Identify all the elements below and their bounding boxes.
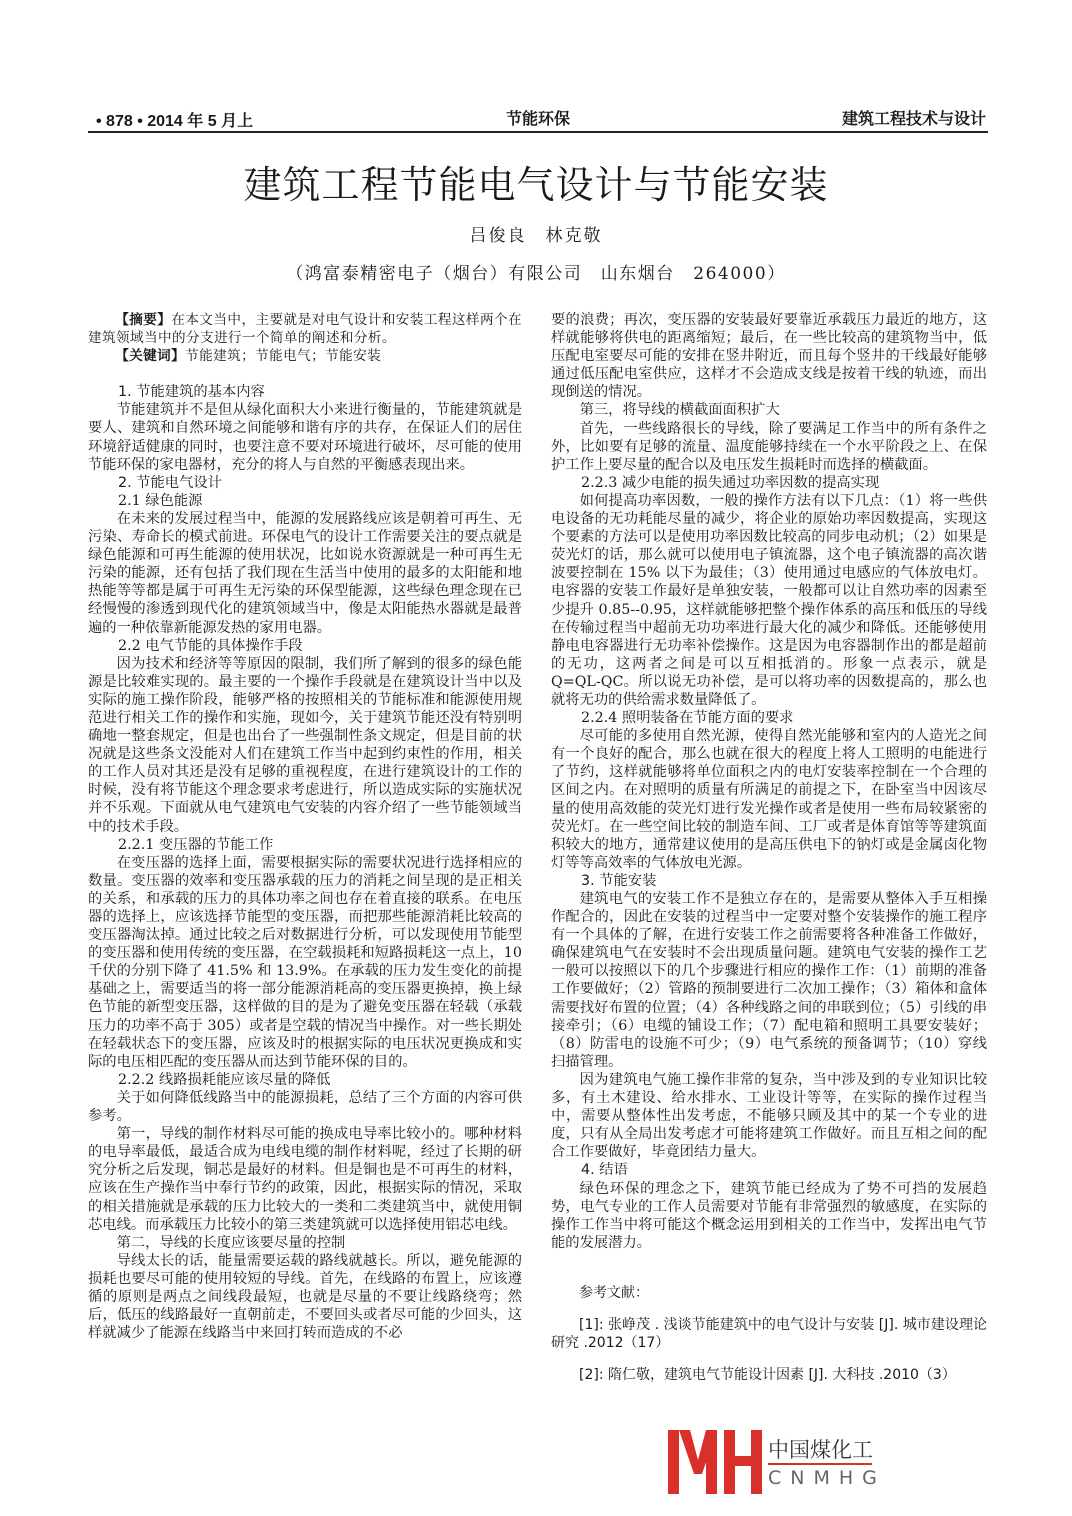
- reference-item: [2]: 隋仁敬，建筑电气节能设计因素 [J]. 大科技 .2010（3）: [579, 1367, 956, 1384]
- section-heading: 2. 节能电气设计: [118, 474, 222, 491]
- authors: 吕俊良 林克敬: [469, 226, 603, 246]
- watermark-rule: [768, 1463, 872, 1465]
- keywords-label: 【关键词】: [115, 348, 186, 365]
- spacer: [551, 1252, 987, 1270]
- paragraph: 首先，一些线路很长的导线，除了要满足工作当中的所有条件之外，比如要有足够的流量、温度能够持续在一个水平阶段之上、在保护工作上要尽量的配合以及电压发生损耗时而选择的横截面。: [551, 420, 987, 473]
- section-heading: 4. 结语: [581, 1162, 628, 1179]
- section-label: 节能环保: [505, 111, 570, 128]
- left-column: [88, 311, 522, 1342]
- paragraph: 关于如何降低线路当中的能源损耗，总结了三个方面的内容可供参考。: [88, 1089, 522, 1125]
- paragraph: 节能建筑并不是但从绿化面积大小来进行衡量的，节能建筑就是要人、建筑和自然环境之间能够和谐有序的共存，在保证人们的居住环境舒适健康的同时，也要注意不要对环境进行破坏，尽可能的使用节能环保的家电器材，充分的将人与自然的平衡感表现出来。: [88, 402, 522, 473]
- subsection-heading: 2.2.3 减少电能的损失通过功率因数的提高实现: [581, 474, 880, 491]
- paragraph: 第二，导线的长度应该要尽量的控制: [116, 1234, 346, 1251]
- page-number-date: • 878 • 2014 年 5 月上: [96, 113, 254, 130]
- paragraph-continued: 要的浪费；再次，变压器的安装最好要靠近承载压力最近的地方，这样就能够将供电的距离缩短；最后，在一些比较高的建筑物当中，低压配电室要尽可能的安排在竖井附近，而且每个竖井的干线最好能够通过低压配电室供应，这样才不会造成支线是按着干线的轨迹，而出现倒送的情况。: [551, 312, 987, 401]
- affiliation: （鸿富泰精密电子（烟台）有限公司 山东烟台 264000）: [286, 264, 786, 284]
- reference-item: [1]: 张峥茂 . 浅谈节能建筑中的电气设计与安装 [J]. 城市建设理论研究 .2012（17）: [551, 1316, 987, 1352]
- paragraph: 绿色环保的理念之下，建筑节能已经成为了势不可挡的发展趋势，电气专业的工作人员需要对节能有非常强烈的敏感度，在实际的操作工作当中将可能这个概念运用到相关的工作当中，发挥出电气节能的发展潜力。: [551, 1180, 987, 1251]
- running-header: [88, 106, 988, 132]
- paragraph: 导线太长的话，能量需要运载的路线就越长。所以，避免能源的损耗也要尽可能的使用较短的导线。首先，在线路的布置上，应该遵循的原则是两点之间线段最短，也就是尽量的不要让线路绕弯；然后，低压的线路最好一直朝前走，不要回头或者尽可能的少回头，这样就减少了能源在线路当中来回打转而造成的不必: [88, 1252, 522, 1342]
- paragraph: 因为建筑电气施工操作非常的复杂，当中涉及到的专业知识比较多，有土木建设、给水排水、工业设计等等，在实际的操作过程当中，需要从整体性出发考虑，不能够只顾及其中的某一个专业的进度，只有从全局出发考虑才可能将建筑工作做好。而且互相之间的配合工作要做好，毕竟团结力量大。: [551, 1071, 987, 1161]
- paragraph: 尽可能的多使用自然光源，使得自然光能够和室内的人造光之间有一个良好的配合，那么也就在很大的程度上将人工照明的电能进行了节约，这样就能够将单位面积之内的电灯安装率控制在一个合理的区间之内。在对照明的质量有所满足的前提之下，在卧室当中因该尽量的使用高效能的荧光灯进行发光操作或者是使用一些布局较紧密的荧光灯。在一些空间比较的制造车间、工厂或者是体育馆等等建筑面积较大的地方，通常建议使用的是高压供电下的钠灯或是金属卤化物灯等等高效率的气体放电光源。: [551, 728, 987, 871]
- journal-name: 建筑工程技术与设计: [841, 111, 986, 128]
- watermark-cn-text: 中国煤化工: [768, 1434, 875, 1464]
- subsection-heading: 2.2.2 线路损耗能应该尽量的降低: [118, 1071, 331, 1088]
- subsection-heading: 2.2.1 变压器的节能工作: [118, 836, 274, 853]
- header-rule: [88, 131, 988, 133]
- subsection-heading: 2.1 绿色能源: [118, 492, 203, 509]
- paragraph: 建筑电气的安装工作不是独立存在的，是需要从整体入手互相操作配合的，因此在安装的过程当中一定要对整个安装操作的施工程序有一个具体的了解，在进行安装工作之前需要将各种准备工作做好，确保建筑电气在安装时不会出现质量问题。建筑电气安装的操作工艺一般可以按照以下的几个步骤进行相应的操作工作：（1）前期的准备工作要做好；（2）管路的预制要进行二次加工操作；（3）箱体和盒体需要找好布置的位置；（4）各种线路之间的串联到位；（5）引线的串接牵引；（6）电缆的铺设工作；（7）配电箱和照明工具要安装好；（8）防雷电的设施不可少；（9）电气系统的预备调节；（10）穿线扫描管理。: [551, 891, 987, 1070]
- watermark-en-text: CNMHG: [768, 1467, 886, 1489]
- references-heading: 参考文献：: [579, 1284, 649, 1301]
- section-heading: 3. 节能安装: [581, 872, 657, 889]
- paragraph: 在未来的发展过程当中，能源的发展路线应该是朝着可再生、无污染、寿命长的模式前进。环保电气的设计工作需要关注的要点就是绿色能源和可再生能源的使用状况，比如说水资源就是一种可再生无污染的能源，还有包括了我们现在生活当中使用的最多的太阳能和地热能等等都是属于可再生无污染的环保型能源，这些绿色理念现在已经慢慢的渗透到现代化的建筑领域当中，像是太阳能热水器就是最普遍的一种依靠新能源发热的家用电器。: [88, 510, 522, 636]
- keywords: [88, 347, 522, 365]
- abstract-text: 在本文当中，主要就是对电气设计和安装工程这样两个在建筑领域当中的分支进行一个简单的阐述和分析。: [88, 312, 522, 347]
- paper-title: 建筑工程节能电气设计与节能安装: [243, 163, 829, 207]
- right-column: [551, 311, 987, 1398]
- subsection-heading: 2.2.4 照明装备在节能方面的要求: [581, 710, 794, 727]
- abstract: [88, 311, 522, 347]
- paragraph: 在变压器的选择上面，需要根据实际的需要状况进行选择相应的数量。变压器的效率和变压器承载的压力的消耗之间呈现的是正相关的关系，和承载的压力的具体功率之间也存在着直接的联系。在电压器的选择上，应该选择节能型的变压器，而把那些能源消耗比较高的变压器淘汰掉。通过比较之后对数据进行分析，可以发现使用节能型的变压器和使用传统的变压器，在空载损耗和短路损耗这一点上，10 千伏的分别下降了 41.5% 和 13.9%。在承载的压力发生变化的前提基础之上，需要适当的将一部分能源消耗高的变压器更换掉，换上绿色节能的新型变压器，这样做的目的是为了避免变压器在轻载（承载压力的功率不高于 305）或者是空载的情况当中操作。对一些长期处在轻载状态下的变压器，应该及时的根据实际的电压状况更换成和实际的电压相匹配的变压器从而达到节能环保的目的。: [88, 854, 522, 1070]
- watermark-logo: [668, 1430, 886, 1496]
- section-heading: 1. 节能建筑的基本内容: [118, 384, 265, 401]
- keywords-text: 节能建筑；节能电气；节能安装: [185, 348, 382, 365]
- paragraph: 第一，导线的制作材料尽可能的换成电导率比较小的。哪种材料的电导率最低，最适合成为电线电缆的制作材料呢，经过了长期的研究分析之后发现，铜芯是最好的材料。但是铜也是不可再生的材料，应该在生产操作当中奉行节约的政策，因此，根据实际的情况，采取的相关措施就是承载的压力比较大的一类和二类建筑当中，就使用铜芯电线。而承载压力比较小的第三类建筑就可以选择使用铝芯电线。: [88, 1126, 522, 1233]
- subsection-heading: 2.2 电气节能的具体操作手段: [118, 637, 303, 654]
- paragraph: 如何提高功率因数，一般的操作方法有以下几点：（1）将一些供电设备的无功耗能尽量的减少，将企业的原始功率因数提高，实现这个要素的方法可以是使用功率因数比较高的同步电动机；（2）如果是荧光灯的话，那么就可以使用电子镇流器，这个电子镇流器的高次谐波要控制在 15% 以下为最佳；（3）使用通过电感应的气体放电灯。电容器的安装工作最好是单独安装，一般都可以让自然功率的因素至少提升 0.85--0.95，这样就能够把整个操作体系的高压和低压的导线在传输过程当中超前无功功率进行最大化的减少和降低。还能够使用静电电容器进行无功率补偿操作。这是因为电容器制作出的都是超前的无功，这两者之间是可以互相抵消的。形象一点表示，就是 Q=QL-QC。所以说无功补偿，是可以将功率的因数提高的，那么也就将无功的供给需求数量降低了。: [551, 492, 987, 708]
- paragraph: 因为技术和经济等等原因的限制，我们所了解到的很多的绿色能源是比较难实现的。最主要的一个操作手段就是在建筑设计当中以及实际的施工操作阶段，能够严格的按照相关的节能标准和能源使用规范进行相关工作的操作和实施，现如今，关于建筑节能还没有特别明确地一整套规定，但是也出台了一些强制性条文规定，但是目前的状况就是这些条文没能对人们在建筑工作当中起到约束性的作用，相关的工作人员对其还是没有足够的重视程度，在进行建筑设计的工作的时候，没有将节能这个理念要求考虑进行，所以造成实际的实施状况并不乐观。下面就从电气建筑电气安装的内容介绍了一些节能领域当中的技术手段。: [88, 655, 522, 835]
- paragraph: 第三，将导线的横截面面积扩大: [579, 402, 780, 419]
- spacer: [88, 365, 522, 383]
- abstract-label: 【摘要】: [115, 312, 172, 328]
- mh-logo-icon: [668, 1430, 764, 1494]
